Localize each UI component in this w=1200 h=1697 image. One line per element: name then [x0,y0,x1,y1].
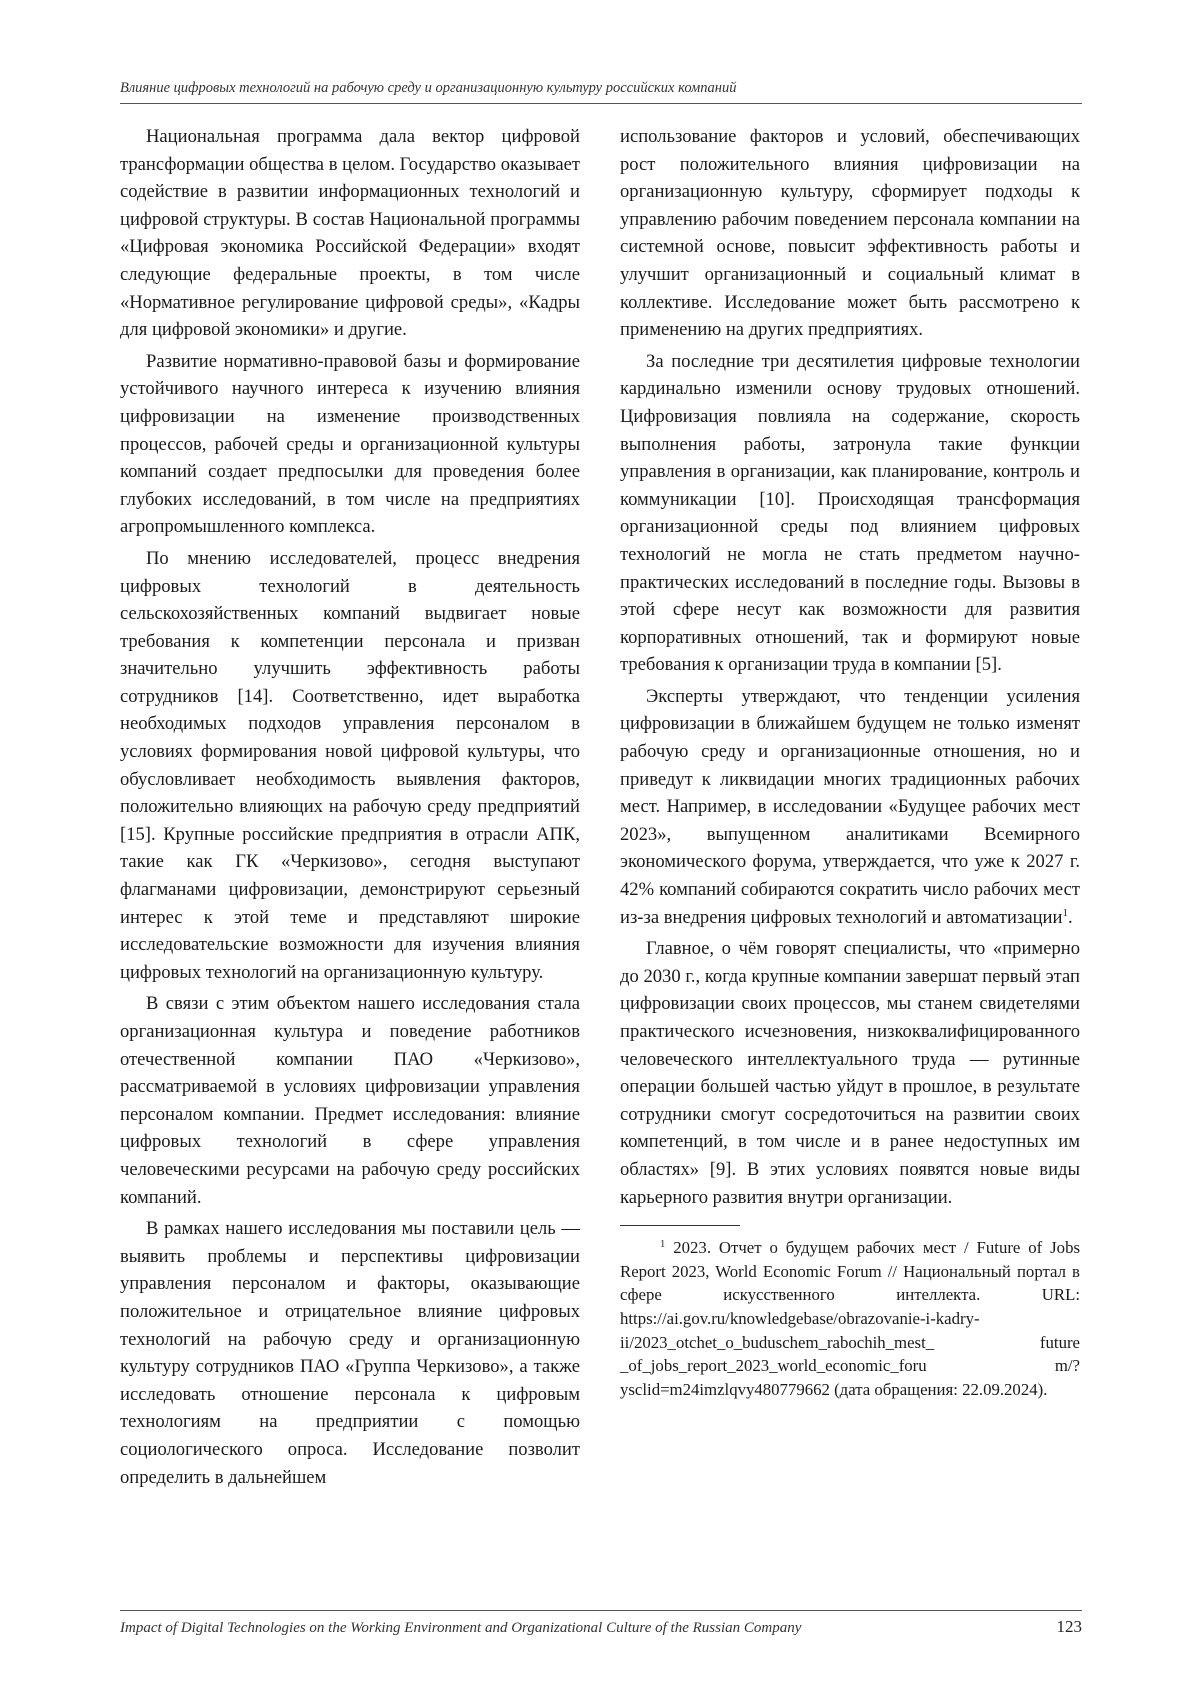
footnote [620,1236,1080,1401]
running-foot-title: Impact of Digital Technologies on the Working Environment and Organizational Culture of the Russian Company [120,1620,802,1636]
footnote-divider [620,1225,740,1226]
paragraph-text: Эксперты утверждают, что тенденции усиления цифровизации в ближайшем будущем не только изменят рабочую среду и организационные отношения, но и приведут к ликвидации многих традиционных рабочих мест. Например, в исследовании «Будущее рабочих мест 2023», выпущенном аналитиками Всемирного экономического форума, утверждается, что уже к 2027 г. 42% компаний собираются сократить число рабочих мест из-за внедрения цифровых технологий и автоматизации [620,685,1080,928]
sentence-end: . [1067,906,1073,928]
footnote-reference[interactable]: 1 [1062,906,1068,919]
page-number: 123 [1056,1617,1082,1636]
footnote-mark: 1 [660,1238,666,1250]
paragraph: За последние три десятилетия цифровые технологии кардинально изменили основу трудовых отношений. Цифровизация повлияла на содержание, скорость выполнения работы, затронула такие функции управления в организации, как планирование, контроль и коммуникации [10]. Происходящая трансформация организационной среды под влиянием цифровых технологий не могла не стать предметом научно-практических исследований в последние годы. Вызовы в этой сфере несут как возможности для развития корпоративных отношений, так и формируют новые требования к организации труда в компании [5]. [620,350,1080,676]
running-head-title: Влияние цифровых технологий на рабочую среду и организационную культуру российских компаний [120,80,737,96]
paragraph: В связи с этим объектом нашего исследования стала организационная культура и поведение работников отечественной компании ПАО «Черкизово», рассматриваемой в условиях цифровизации управления персоналом компании. Предмет исследования: влияние цифровых технологий в сфере управления человеческими ресурсами на рабочую среду российских компаний. [120,993,580,1208]
paragraph-with-footnote [620,683,1080,931]
paragraph: В рамках нашего исследования мы поставили цель — выявить проблемы и перспективы цифровизации управления персоналом и факторы, оказывающие положительное и отрицательное влияние цифровых технологий на рабочую среду и организационную культуру сотрудников ПАО «Группа Черкизово», а также исследовать отношение персонала к цифровым технологиям на предприятии с помощью социологического опроса. Исследование позволит определить в дальнейшем [120,1218,580,1488]
right-column [620,123,1080,1405]
paragraph: Национальная программа дала вектор цифровой трансформации общества в целом. Государство оказывает содействие в развитии информационных технологий и цифровой структуры. В состав Национальной программы «Цифровая экономика Российской Федерации» входят следующие федеральные проекты, в том числе «Нормативное регулирование цифровой среды», «Кадры для цифровой экономики» и другие. [120,126,580,341]
header-divider [120,103,1082,104]
paragraph: Развитие нормативно-правовой базы и формирование устойчивого научного интереса к изучению влияния цифровизации на изменение производственных процессов, рабочей среды и организационной культуры компаний создает предпосылки для проведения более глубоких исследований, в том числе на предприятиях агропромышленного комплекса. [120,350,580,538]
left-column [120,123,580,1495]
footer-divider [120,1610,1082,1611]
paragraph: Главное, о чём говорят специалисты, что «примерно до 2030 г., когда крупные компании завершат первый этап цифровизации своих процессов, мы станем свидетелями практического исчезновения, низкоквалифицированного человеческого интеллектуального труда — рутинные операции большей частью уйдут в прошлое, в результате сотрудники смогут сосредоточиться на развитии своих компетенций, в том числе и в ранее недоступных им областях» [9]. В этих условиях появятся новые виды карьерного развития внутри организации. [620,938,1080,1208]
paragraph: По мнению исследователей, процесс внедрения цифровых технологий в деятельность сельскохозяйственных компаний выдвигает новые требования к компетенции персонала и призван значительно улучшить эффективность работы сотрудников [14]. Соответственно, идет выработка необходимых подходов управления персоналом в условиях формирования новой цифровой культуры, что обусловливает необходимость выявления факторов, положительно влияющих на рабочую среду предприятий [15]. Крупные российские предприятия в отрасли АПК, такие как ГК «Черкизово», сегодня выступают флагманами цифровизации, демонстрируют серьезный интерес к этой теме и представляют широкие исследовательские возможности для изучения влияния цифровых технологий на организационную культуру. [120,547,580,983]
paragraph-continuation: использование факторов и условий, обеспечивающих рост положительного влияния цифровизации на организационную культуру, сформирует подходы к управлению рабочим поведением персонала компании на системной основе, повысит эффективность работы и улучшит организационный и социальный климат в коллективе. Исследование может быть рассмотрено к применению на других предприятиях. [620,126,1080,341]
footnote-text: 2023. Отчет о будущем рабочих мест / Future of Jobs Report 2023, World Economic Forum // Национальный портал в сфере искусственного интеллекта. URL: https://ai.gov.ru/knowledgebase/obrazovanie-i-kadry-ii/2023_otchet_o_buduschem_rabochih_mest_ future _of_jobs_report_2023_world_economic_foru m/?ysclid=m24imzlqvy480779662 (дата обращения: 22.09.2024). [620,1238,1080,1399]
